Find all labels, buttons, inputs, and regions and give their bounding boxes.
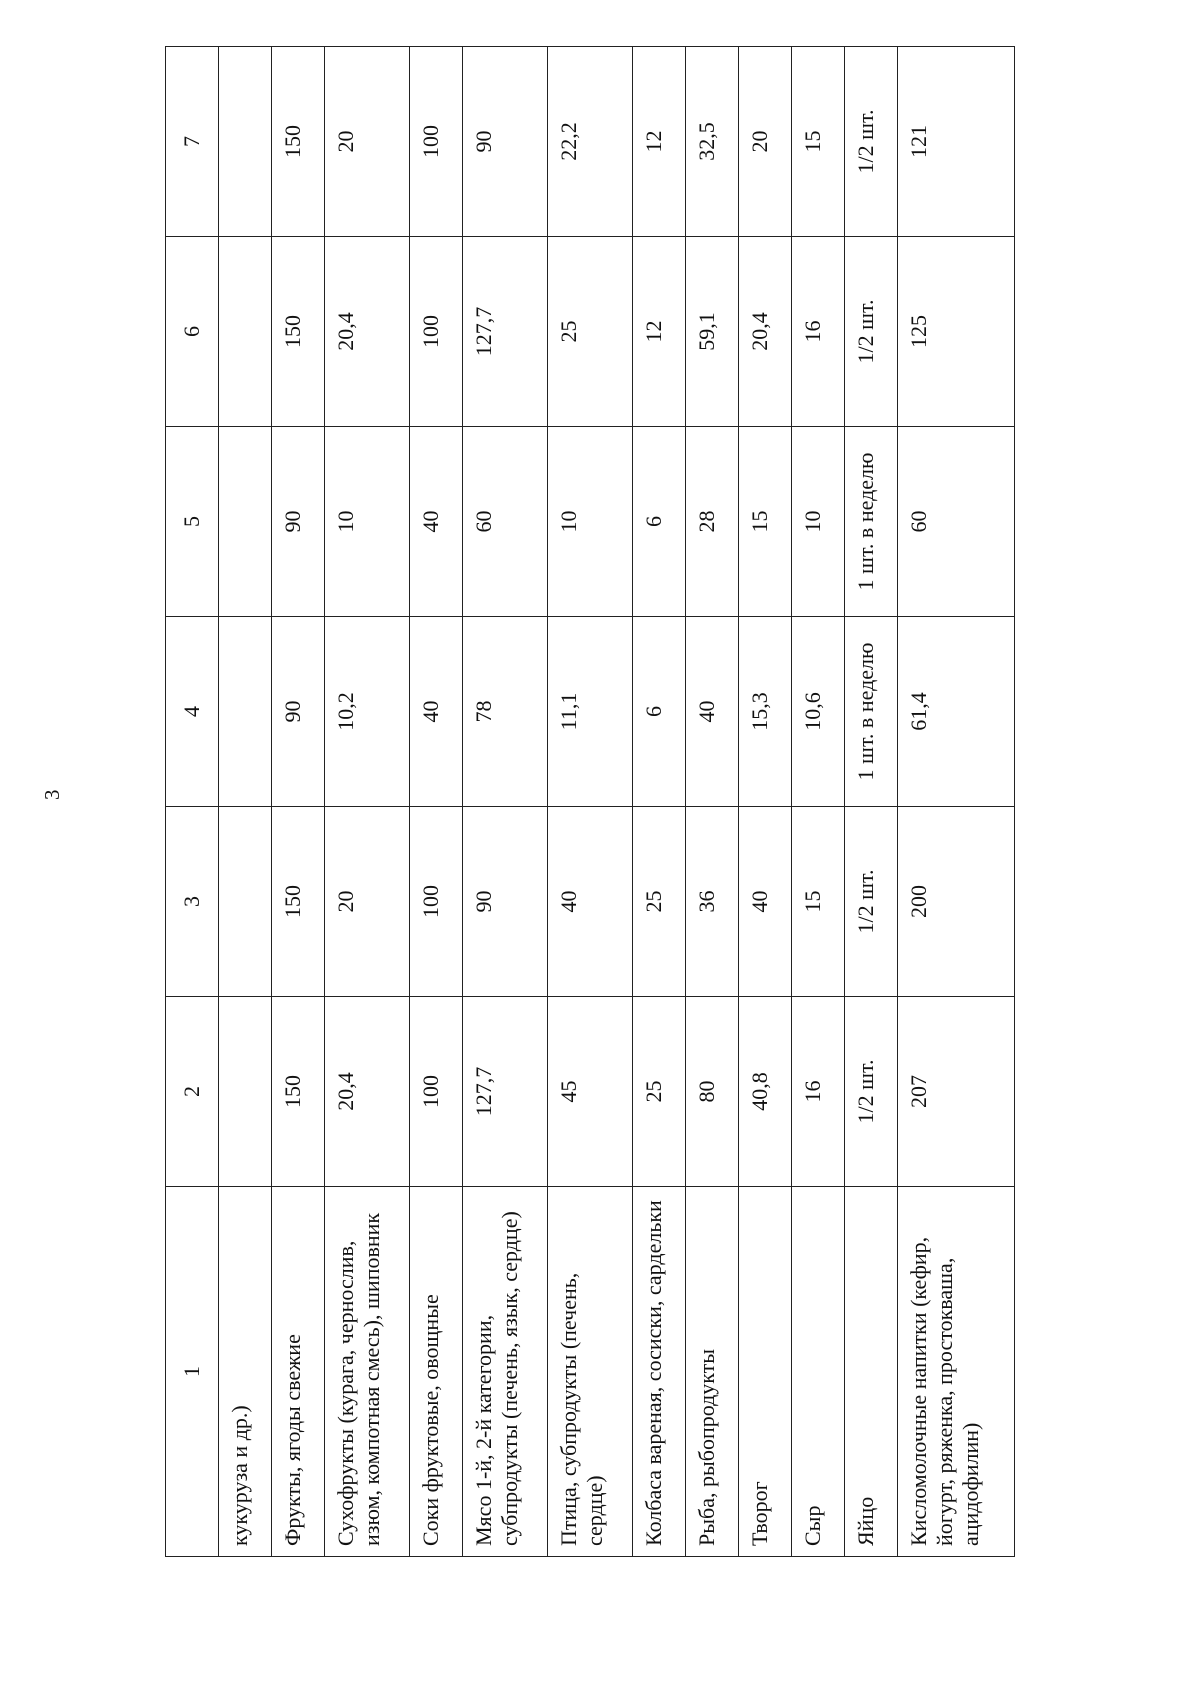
- column-header: 4: [166, 617, 219, 807]
- product-name: Творог: [738, 1187, 791, 1557]
- table-cell: 12: [633, 237, 686, 427]
- table-cell: 15: [791, 807, 844, 997]
- table-cell: 10: [791, 427, 844, 617]
- table-cell: 36: [685, 807, 738, 997]
- product-name: Яйцо: [844, 1187, 897, 1557]
- table-cell: 125: [897, 237, 1014, 427]
- table-cell: [219, 807, 272, 997]
- table-cell: 20: [324, 47, 409, 237]
- table-cell: 127,7: [462, 237, 547, 427]
- table-cell: 127,7: [462, 997, 547, 1187]
- table-cell: 60: [462, 427, 547, 617]
- table-cell: 90: [271, 617, 324, 807]
- table-cell: [219, 617, 272, 807]
- product-name: Фрукты, ягоды свежие: [271, 1187, 324, 1557]
- table-cell: 150: [271, 807, 324, 997]
- product-name: Сухофрукты (курага, чернослив, изюм, компотная смесь), шиповник: [324, 1187, 409, 1557]
- table-cell: 25: [633, 997, 686, 1187]
- table-cell: [219, 997, 272, 1187]
- table-row: [738, 47, 791, 1557]
- column-header: 1: [166, 1187, 219, 1557]
- product-name: Колбаса вареная, сосиски, сардельки: [633, 1187, 686, 1557]
- table-cell: 10,6: [791, 617, 844, 807]
- table-cell: 150: [271, 237, 324, 427]
- table-cell: 45: [547, 997, 632, 1187]
- column-header: 3: [166, 807, 219, 997]
- table-cell: 150: [271, 997, 324, 1187]
- table-cell: 121: [897, 47, 1014, 237]
- table-cell: 40,8: [738, 997, 791, 1187]
- table-cell: 20,4: [324, 997, 409, 1187]
- table-cell: 150: [271, 47, 324, 237]
- table-cell: 16: [791, 997, 844, 1187]
- column-header: 5: [166, 427, 219, 617]
- table-row: [633, 47, 686, 1557]
- table-cell: 61,4: [897, 617, 1014, 807]
- table-cell: 10: [324, 427, 409, 617]
- table-cell: 10,2: [324, 617, 409, 807]
- table-cell: 20,4: [738, 237, 791, 427]
- table-cell: 90: [462, 47, 547, 237]
- table-row: [219, 47, 272, 1557]
- table-cell: 100: [409, 807, 462, 997]
- table-container: [165, 47, 1015, 1557]
- table-cell: 20,4: [324, 237, 409, 427]
- table-row: [324, 47, 409, 1557]
- table-cell: 60: [897, 427, 1014, 617]
- table-cell: 1/2 шт.: [844, 47, 897, 237]
- table-cell: 100: [409, 997, 462, 1187]
- table-cell: 15: [791, 47, 844, 237]
- table-cell: 1/2 шт.: [844, 237, 897, 427]
- product-name: Сыр: [791, 1187, 844, 1557]
- table-cell: 40: [685, 617, 738, 807]
- table-cell: 40: [547, 807, 632, 997]
- table-cell: 100: [409, 47, 462, 237]
- product-name: Птица, субпродукты (печень, сердце): [547, 1187, 632, 1557]
- column-header: 7: [166, 47, 219, 237]
- product-name: кукуруза и др.): [219, 1187, 272, 1557]
- table-cell: 78: [462, 617, 547, 807]
- table-cell: 90: [271, 427, 324, 617]
- table-row: [462, 47, 547, 1557]
- table-cell: 1 шт. в неделю: [844, 427, 897, 617]
- product-name: Кисломолочные напитки (кефир, йогурт, ряженка, простокваша, ацидофилин): [897, 1187, 1014, 1557]
- table-cell: 100: [409, 237, 462, 427]
- table-cell: 1 шт. в неделю: [844, 617, 897, 807]
- product-name: Мясо 1-й, 2-й категории, субпродукты (печень, язык, сердце): [462, 1187, 547, 1557]
- table-cell: 20: [738, 47, 791, 237]
- table-cell: 15: [738, 427, 791, 617]
- table-row: [547, 47, 632, 1557]
- table-cell: 16: [791, 237, 844, 427]
- table-cell: 32,5: [685, 47, 738, 237]
- table-cell: 10: [547, 427, 632, 617]
- table-cell: [219, 237, 272, 427]
- table-cell: 1/2 шт.: [844, 997, 897, 1187]
- table-cell: 22,2: [547, 47, 632, 237]
- table-cell: 1/2 шт.: [844, 807, 897, 997]
- table-cell: 40: [409, 427, 462, 617]
- table-row: [271, 47, 324, 1557]
- table-cell: 90: [462, 807, 547, 997]
- table-cell: 12: [633, 47, 686, 237]
- table-cell: 6: [633, 427, 686, 617]
- page-number: 3: [40, 789, 64, 800]
- food-norms-table: [165, 46, 1015, 1557]
- table-cell: 200: [897, 807, 1014, 997]
- product-name: Рыба, рыбопродукты: [685, 1187, 738, 1557]
- table-cell: [219, 47, 272, 237]
- table-row: [791, 47, 844, 1557]
- table-cell: 11,1: [547, 617, 632, 807]
- table-cell: 40: [738, 807, 791, 997]
- table-row: [897, 47, 1014, 1557]
- table-cell: 80: [685, 997, 738, 1187]
- column-header: 6: [166, 237, 219, 427]
- table-cell: 40: [409, 617, 462, 807]
- table-cell: 6: [633, 617, 686, 807]
- table-cell: 25: [547, 237, 632, 427]
- table-row: [844, 47, 897, 1557]
- table-cell: 59,1: [685, 237, 738, 427]
- table-row: [409, 47, 462, 1557]
- table-header-row: [166, 47, 219, 1557]
- column-header: 2: [166, 997, 219, 1187]
- table-row: [685, 47, 738, 1557]
- product-name: Соки фруктовые, овощные: [409, 1187, 462, 1557]
- table-cell: 25: [633, 807, 686, 997]
- table-cell: 20: [324, 807, 409, 997]
- table-cell: 28: [685, 427, 738, 617]
- table-cell: 207: [897, 997, 1014, 1187]
- table-cell: 15,3: [738, 617, 791, 807]
- table-cell: [219, 427, 272, 617]
